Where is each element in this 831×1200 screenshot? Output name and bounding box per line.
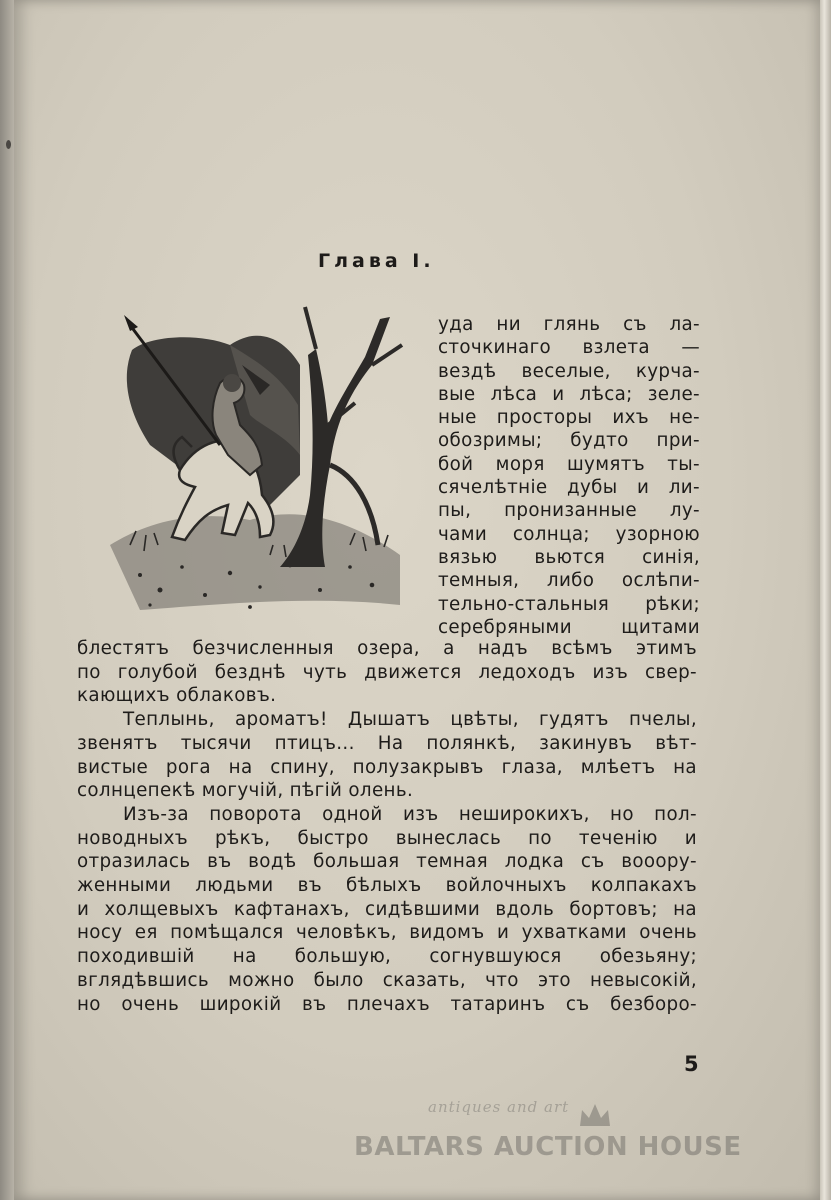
page-edge bbox=[820, 0, 831, 1200]
rider-illustration bbox=[110, 305, 405, 615]
text-line: по голубой безднѣ чуть движется ледоходъ изъ свер- bbox=[77, 661, 697, 683]
text-line: вые лѣса и лѣса; зеле- bbox=[438, 383, 700, 405]
watermark bbox=[350, 1098, 750, 1178]
text-line: женными людьми въ бѣлыхъ войлочныхъ колпакахъ bbox=[77, 875, 697, 897]
text-line: вглядѣвшись можно было сказать, что это невысокій, bbox=[77, 969, 697, 991]
text-line: пы, пронизанные лу- bbox=[438, 500, 700, 522]
text-line: звенятъ тысячи птицъ... На полянкѣ, закинувъ вѣт- bbox=[77, 732, 697, 754]
text-line: вязью вьются синія, bbox=[438, 546, 700, 568]
text-line: уда ни глянь съ ла- bbox=[438, 314, 700, 335]
text-line: носу ея помѣщался человѣкъ, видомъ и ухватками очень bbox=[77, 922, 697, 944]
text-line: Теплынь, ароматъ! Дышатъ цвѣты, гудятъ пчелы, bbox=[123, 709, 697, 731]
watermark-brand: BALTARS AUCTION HOUSE bbox=[354, 1132, 742, 1162]
text-line: походившій на большую, согнувшуюся обезьяну; bbox=[77, 946, 697, 968]
crown-icon bbox=[578, 1102, 612, 1128]
body-text bbox=[77, 637, 697, 1016]
chapter-heading: Глава I. bbox=[318, 250, 435, 272]
text-line: вездѣ веселые, курча- bbox=[438, 360, 700, 382]
book-spine-shadow bbox=[0, 0, 14, 1200]
text-line: сячелѣтніе дубы и ли- bbox=[438, 477, 700, 499]
text-line: блестятъ безчисленныя озера, а надъ всѣмъ этимъ bbox=[77, 638, 697, 659]
text-line: бой моря шумятъ ты- bbox=[438, 453, 700, 475]
text-line: серебряными щитами bbox=[438, 616, 700, 638]
text-line: солнцепекѣ могучій, пѣгій олень. bbox=[77, 780, 414, 802]
page-number: 5 bbox=[684, 1052, 699, 1076]
text-line: обозримы; будто при- bbox=[438, 430, 700, 452]
text-line: чами солнца; узорною bbox=[438, 523, 700, 545]
text-line: темныя, либо ослѣпи- bbox=[438, 570, 700, 592]
text-line: ные просторы ихъ не- bbox=[438, 407, 700, 429]
text-line: тельно-стальныя рѣки; bbox=[438, 593, 700, 615]
text-line: отразилась въ водѣ большая темная лодка съ вооору- bbox=[77, 851, 697, 873]
wrapped-paragraph bbox=[438, 313, 700, 639]
text-line: но очень широкій въ плечахъ татаринъ съ безборо- bbox=[77, 993, 697, 1015]
text-line: вистые рога на спину, полузакрывъ глаза, млѣетъ на bbox=[77, 756, 697, 778]
watermark-tagline: antiques and art bbox=[428, 1098, 570, 1116]
text-line: новодныхъ рѣкъ, быстро вынеслась по теченію и bbox=[77, 827, 697, 849]
text-line: и холщевыхъ кафтанахъ, сидѣвшими вдоль бортовъ; на bbox=[77, 898, 697, 920]
page-mark bbox=[6, 140, 11, 149]
text-line: кающихъ облаковъ. bbox=[77, 685, 277, 707]
text-line: Изъ-за поворота одной изъ неширокихъ, но пол- bbox=[123, 803, 697, 825]
text-line: сточкинаго взлета — bbox=[438, 337, 700, 359]
